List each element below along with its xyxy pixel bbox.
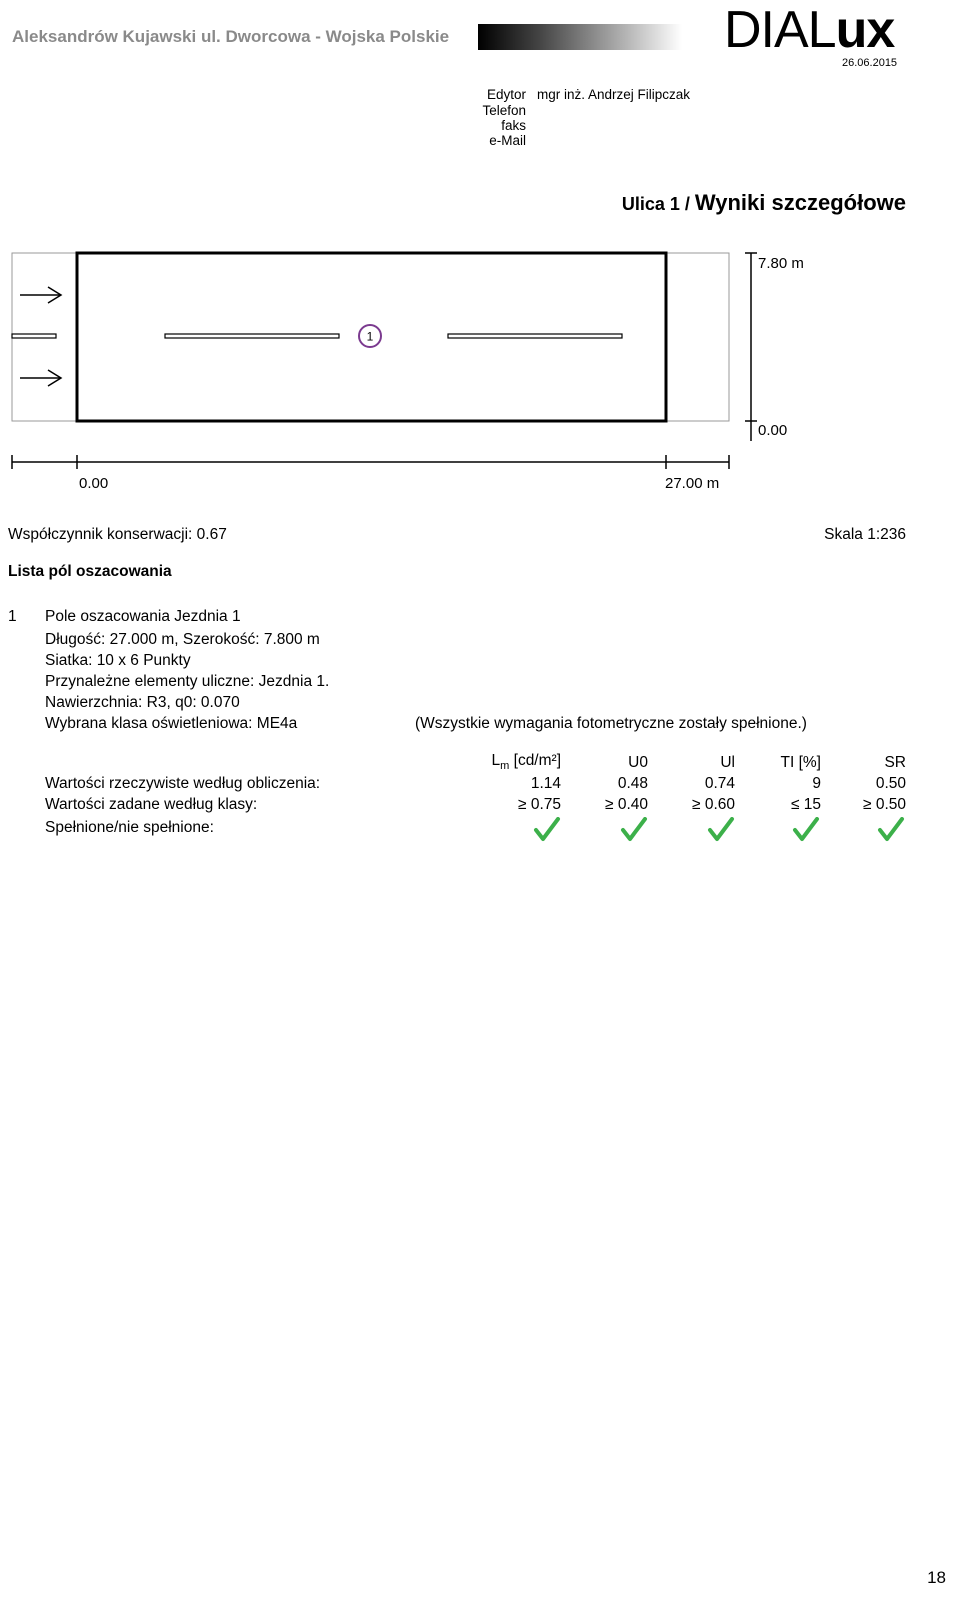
- header-ti: TI [%]: [780, 754, 821, 771]
- header-lm: [492, 752, 561, 772]
- fax-label: faks: [501, 118, 526, 133]
- header-lm-unit: [cd/m²]: [509, 752, 561, 769]
- dim-right-label: 27.00 m: [665, 475, 720, 492]
- maintenance-factor: Współczynnik konserwacji: 0.67: [8, 526, 227, 543]
- dim-left-label: 0.00: [79, 475, 109, 492]
- header-u0: U0: [628, 754, 648, 771]
- title-part-2: Wyniki szczegółowe: [694, 190, 906, 215]
- actual-lm: 1.14: [530, 775, 561, 792]
- field-name: Pole oszacowania Jezdnia 1: [45, 608, 241, 625]
- field-lighting-class: Wybrana klasa oświetleniowa: ME4a: [45, 715, 298, 732]
- header-gradient-bar: [478, 24, 682, 50]
- header-lm-symbol: L: [491, 752, 501, 769]
- required-sr: ≥ 0.50: [863, 796, 906, 813]
- dialux-logo: [724, 0, 894, 60]
- road-diagram: [0, 240, 840, 505]
- row-actual-label: Wartości rzeczywiste według obliczenia:: [45, 775, 321, 792]
- row-required-label: Wartości zadane według klasy:: [45, 796, 258, 813]
- page-number: 18: [927, 1568, 946, 1587]
- dim-bottom-label: 0.00: [758, 422, 788, 439]
- dim-top-label: 7.80 m: [758, 255, 804, 272]
- field-number: 1: [8, 608, 17, 625]
- required-u0: ≥ 0.40: [605, 796, 648, 813]
- header-ul: Ul: [720, 754, 735, 771]
- scale-label: Skala 1:236: [824, 526, 906, 543]
- field-dimensions: Długość: 27.000 m, Szerokość: 7.800 m: [45, 631, 320, 648]
- header-sr: SR: [884, 754, 906, 771]
- required-lm: ≥ 0.75: [518, 796, 561, 813]
- actual-sr: 0.50: [875, 775, 906, 792]
- field-elements: Przynależne elementy uliczne: Jezdnia 1.: [45, 673, 330, 690]
- requirements-note: (Wszystkie wymagania fotometryczne zostały spełnione.): [415, 715, 807, 732]
- check-icon: [792, 817, 820, 843]
- traffic-arrow-icon: [20, 370, 61, 386]
- check-icon: [620, 817, 648, 843]
- phone-label: Telefon: [482, 103, 526, 118]
- page-title: [622, 190, 906, 216]
- editor-label: Edytor: [486, 87, 526, 102]
- title-part-1: Ulica 1 /: [621, 194, 695, 214]
- field-grid: Siatka: 10 x 6 Punkty: [45, 652, 191, 669]
- row-fulfilled-label: Spełnione/nie spełnione:: [45, 819, 214, 836]
- header-lm-sub: m: [500, 760, 510, 773]
- check-icon: [707, 817, 735, 843]
- report-date: 26.06.2015: [842, 57, 898, 69]
- lane-marking: [165, 334, 339, 338]
- lane-marking: [448, 334, 622, 338]
- editor-value: mgr inż. Andrzej Filipczak: [537, 87, 691, 102]
- field-marker-label: 1: [366, 329, 374, 344]
- list-heading: Lista pól oszacowania: [8, 563, 172, 580]
- actual-ul: 0.74: [704, 775, 735, 792]
- check-icon: [533, 817, 561, 843]
- actual-u0: 0.48: [617, 775, 648, 792]
- check-icon: [877, 817, 905, 843]
- actual-ti: 9: [812, 775, 821, 792]
- email-label: e-Mail: [489, 133, 526, 148]
- lane-marking: [12, 334, 56, 338]
- traffic-arrow-icon: [20, 287, 61, 303]
- logo-text-2: ux: [835, 1, 895, 59]
- logo-text-1: DIAL: [724, 1, 836, 59]
- project-title: Aleksandrów Kujawski ul. Dworcowa - Wojska Polskie: [12, 27, 450, 46]
- required-ul: ≥ 0.60: [692, 796, 735, 813]
- field-surface: Nawierzchnia: R3, q0: 0.070: [45, 694, 240, 711]
- required-ti: ≤ 15: [790, 796, 821, 813]
